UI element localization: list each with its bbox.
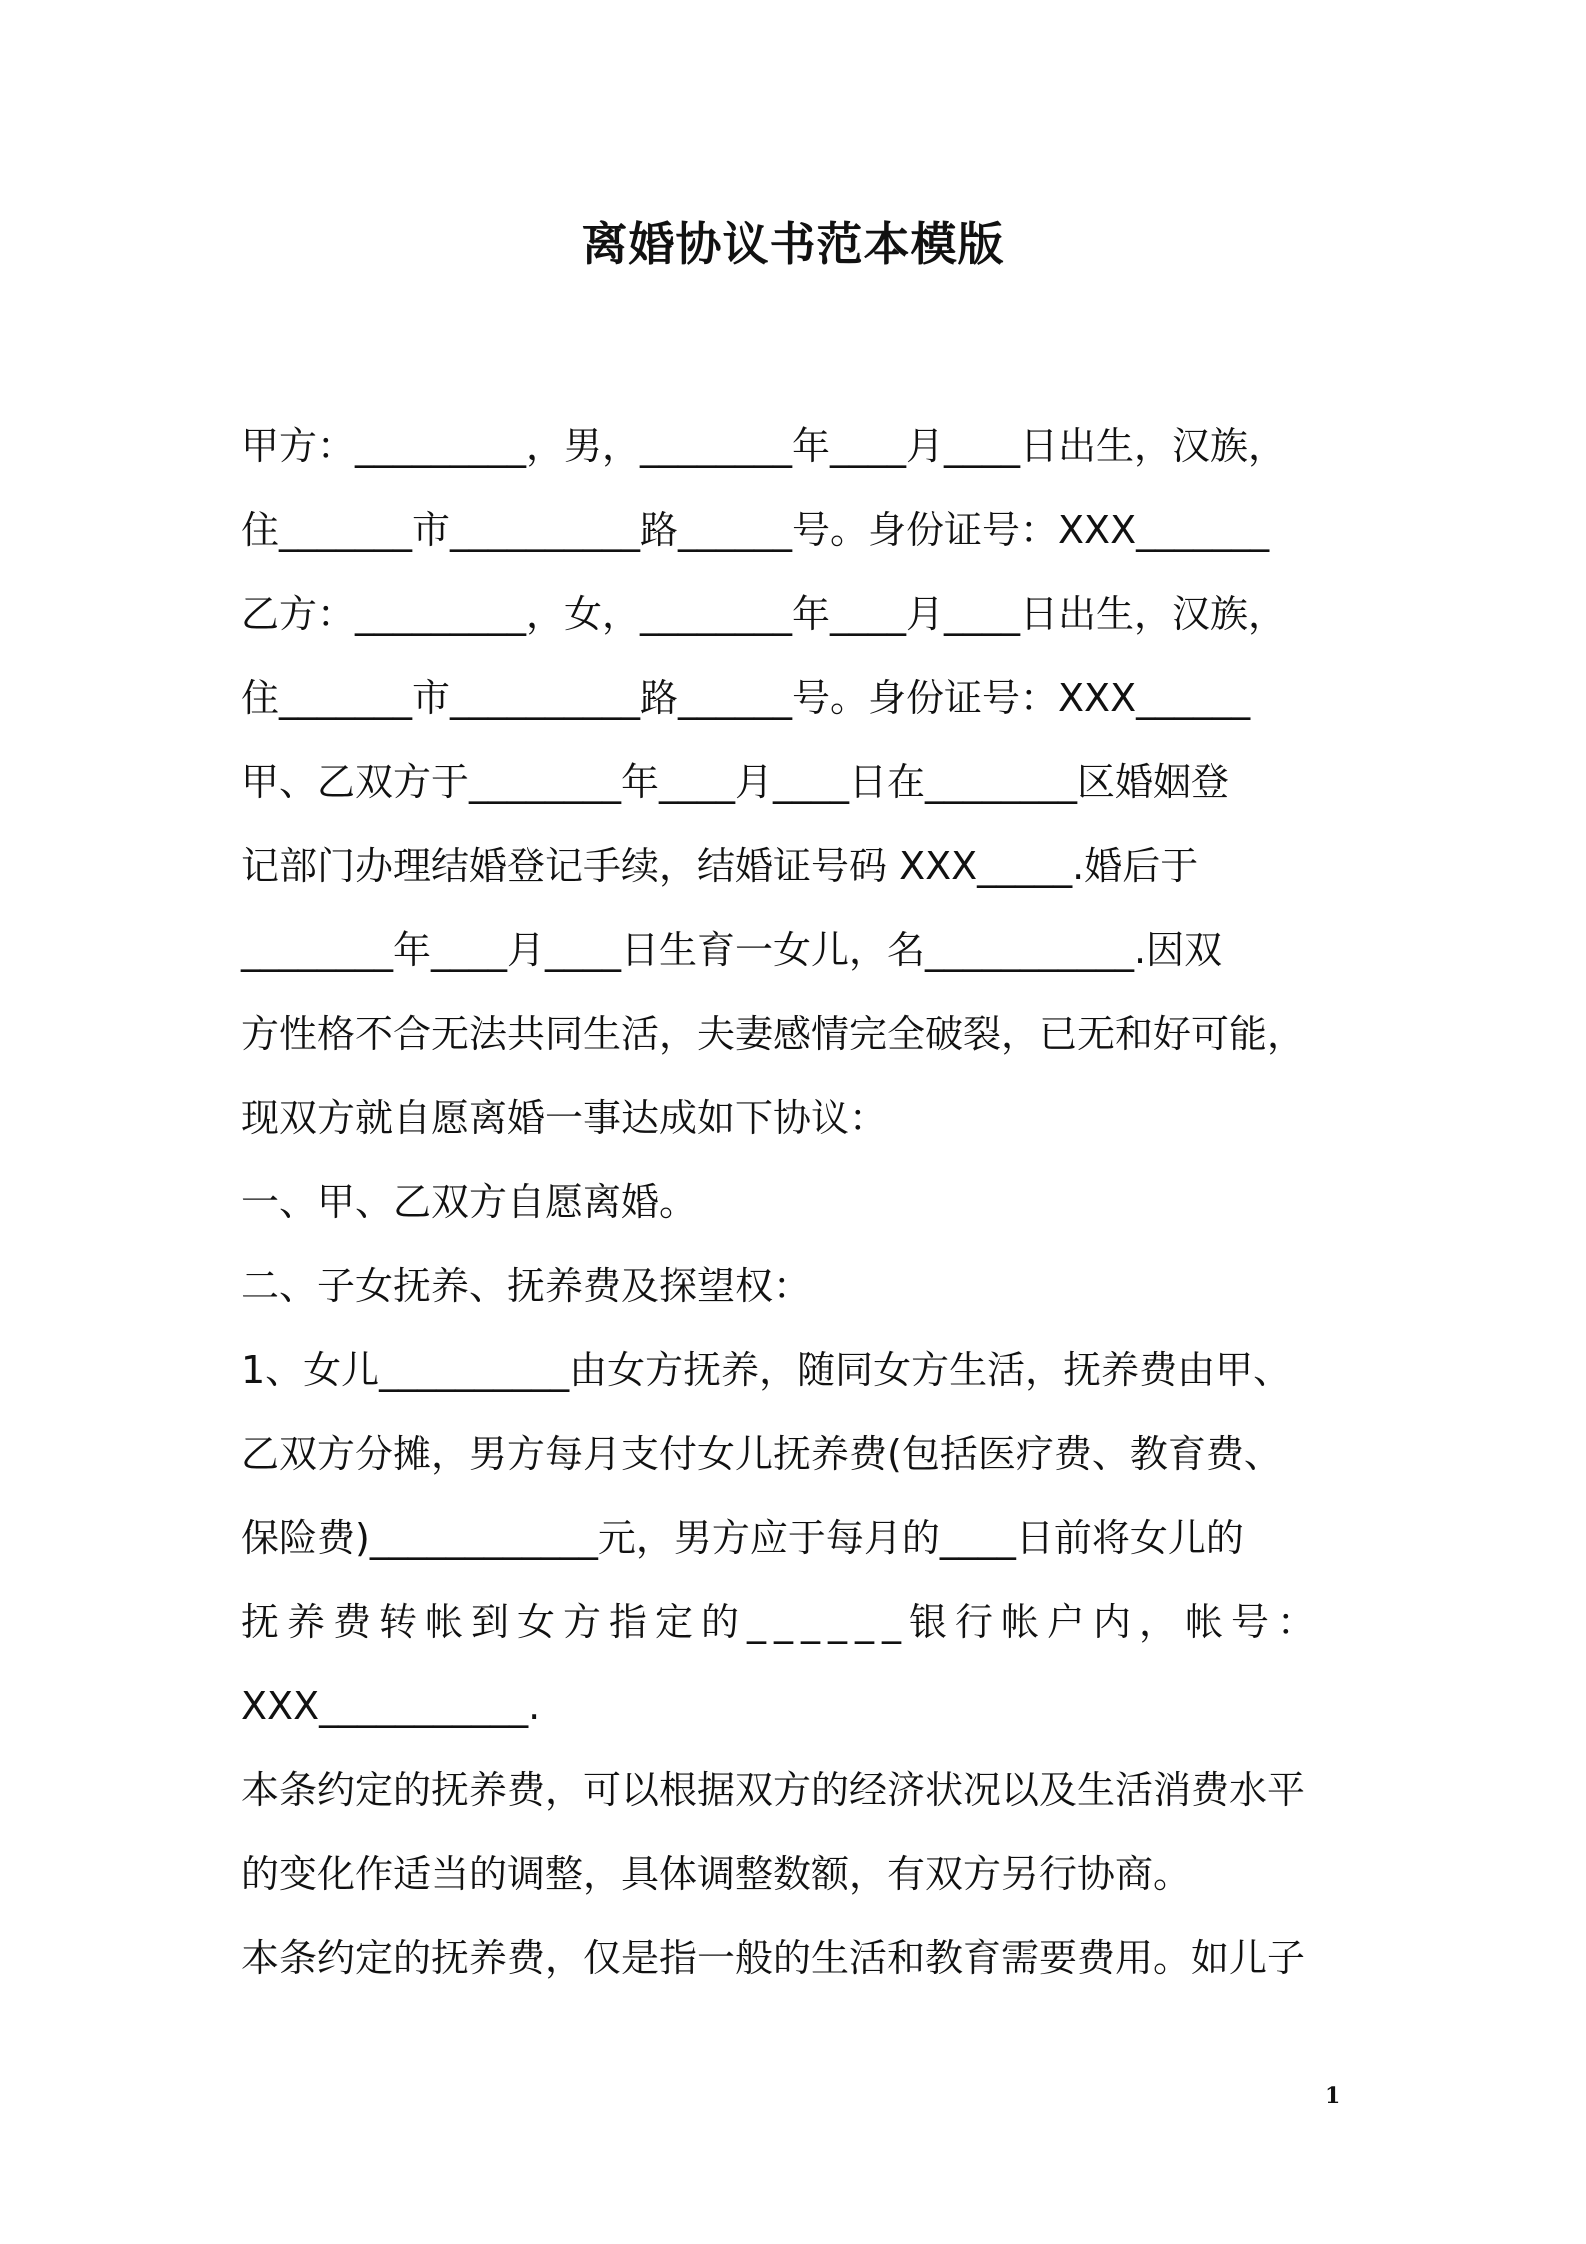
document-title: 离婚协议书范本模版: [581, 217, 1005, 271]
party-b-line: 乙方：_________，女，________年____月____日出生，汉族，: [241, 592, 1287, 636]
support-amount-line: 保险费)____________元，男方应于每月的____日前将女儿的: [241, 1516, 1244, 1560]
bank-transfer-line: 抚养费转帐到女方指定的______银行帐户内，帐号：: [241, 1600, 1324, 1644]
marriage-registration-line: 甲、乙双方于________年____月____日在________区婚姻登: [241, 760, 1230, 804]
child-birth-line: ________年____月____日生育一女儿，名___________.因双: [241, 928, 1223, 972]
support-adjustment-line: 本条约定的抚养费，可以根据双方的经济状况以及生活消费水平: [241, 1768, 1306, 1812]
support-negotiation-line: 的变化作适当的调整，具体调整数额，有双方另行协商。: [241, 1852, 1192, 1896]
clause-one-line: 一、甲、乙双方自愿离婚。: [241, 1180, 698, 1224]
support-split-line: 乙双方分摊，男方每月支付女儿抚养费(包括医疗费、教育费、: [241, 1432, 1282, 1476]
marriage-certificate-line: 记部门办理结婚登记手续，结婚证号码 XXX_____.婚后于: [241, 844, 1199, 888]
party-a-line: 甲方：_________，男，________年____月____日出生，汉族，: [241, 424, 1287, 468]
divorce-reason-line: 方性格不合无法共同生活，夫妻感情完全破裂，已无和好可能，: [241, 1012, 1306, 1056]
party-a-address-line: 住_______市__________路______号。身份证号：XXX_______: [241, 508, 1270, 552]
page-number: 1: [1325, 2083, 1341, 2109]
clause-two-heading: 二、子女抚养、抚养费及探望权：: [241, 1264, 812, 1308]
support-scope-line: 本条约定的抚养费，仅是指一般的生活和教育需要费用。如儿子: [241, 1936, 1306, 1980]
custody-line: 1、女儿__________由女方抚养，随同女方生活，抚养费由甲、: [241, 1348, 1292, 1392]
party-b-address-line: 住_______市__________路______号。身份证号：XXX______: [241, 676, 1251, 720]
agreement-intro-line: 现双方就自愿离婚一事达成如下协议：: [241, 1096, 888, 1140]
document-body: [241, 404, 1345, 2000]
account-number-line: XXX___________.: [241, 1684, 541, 1728]
